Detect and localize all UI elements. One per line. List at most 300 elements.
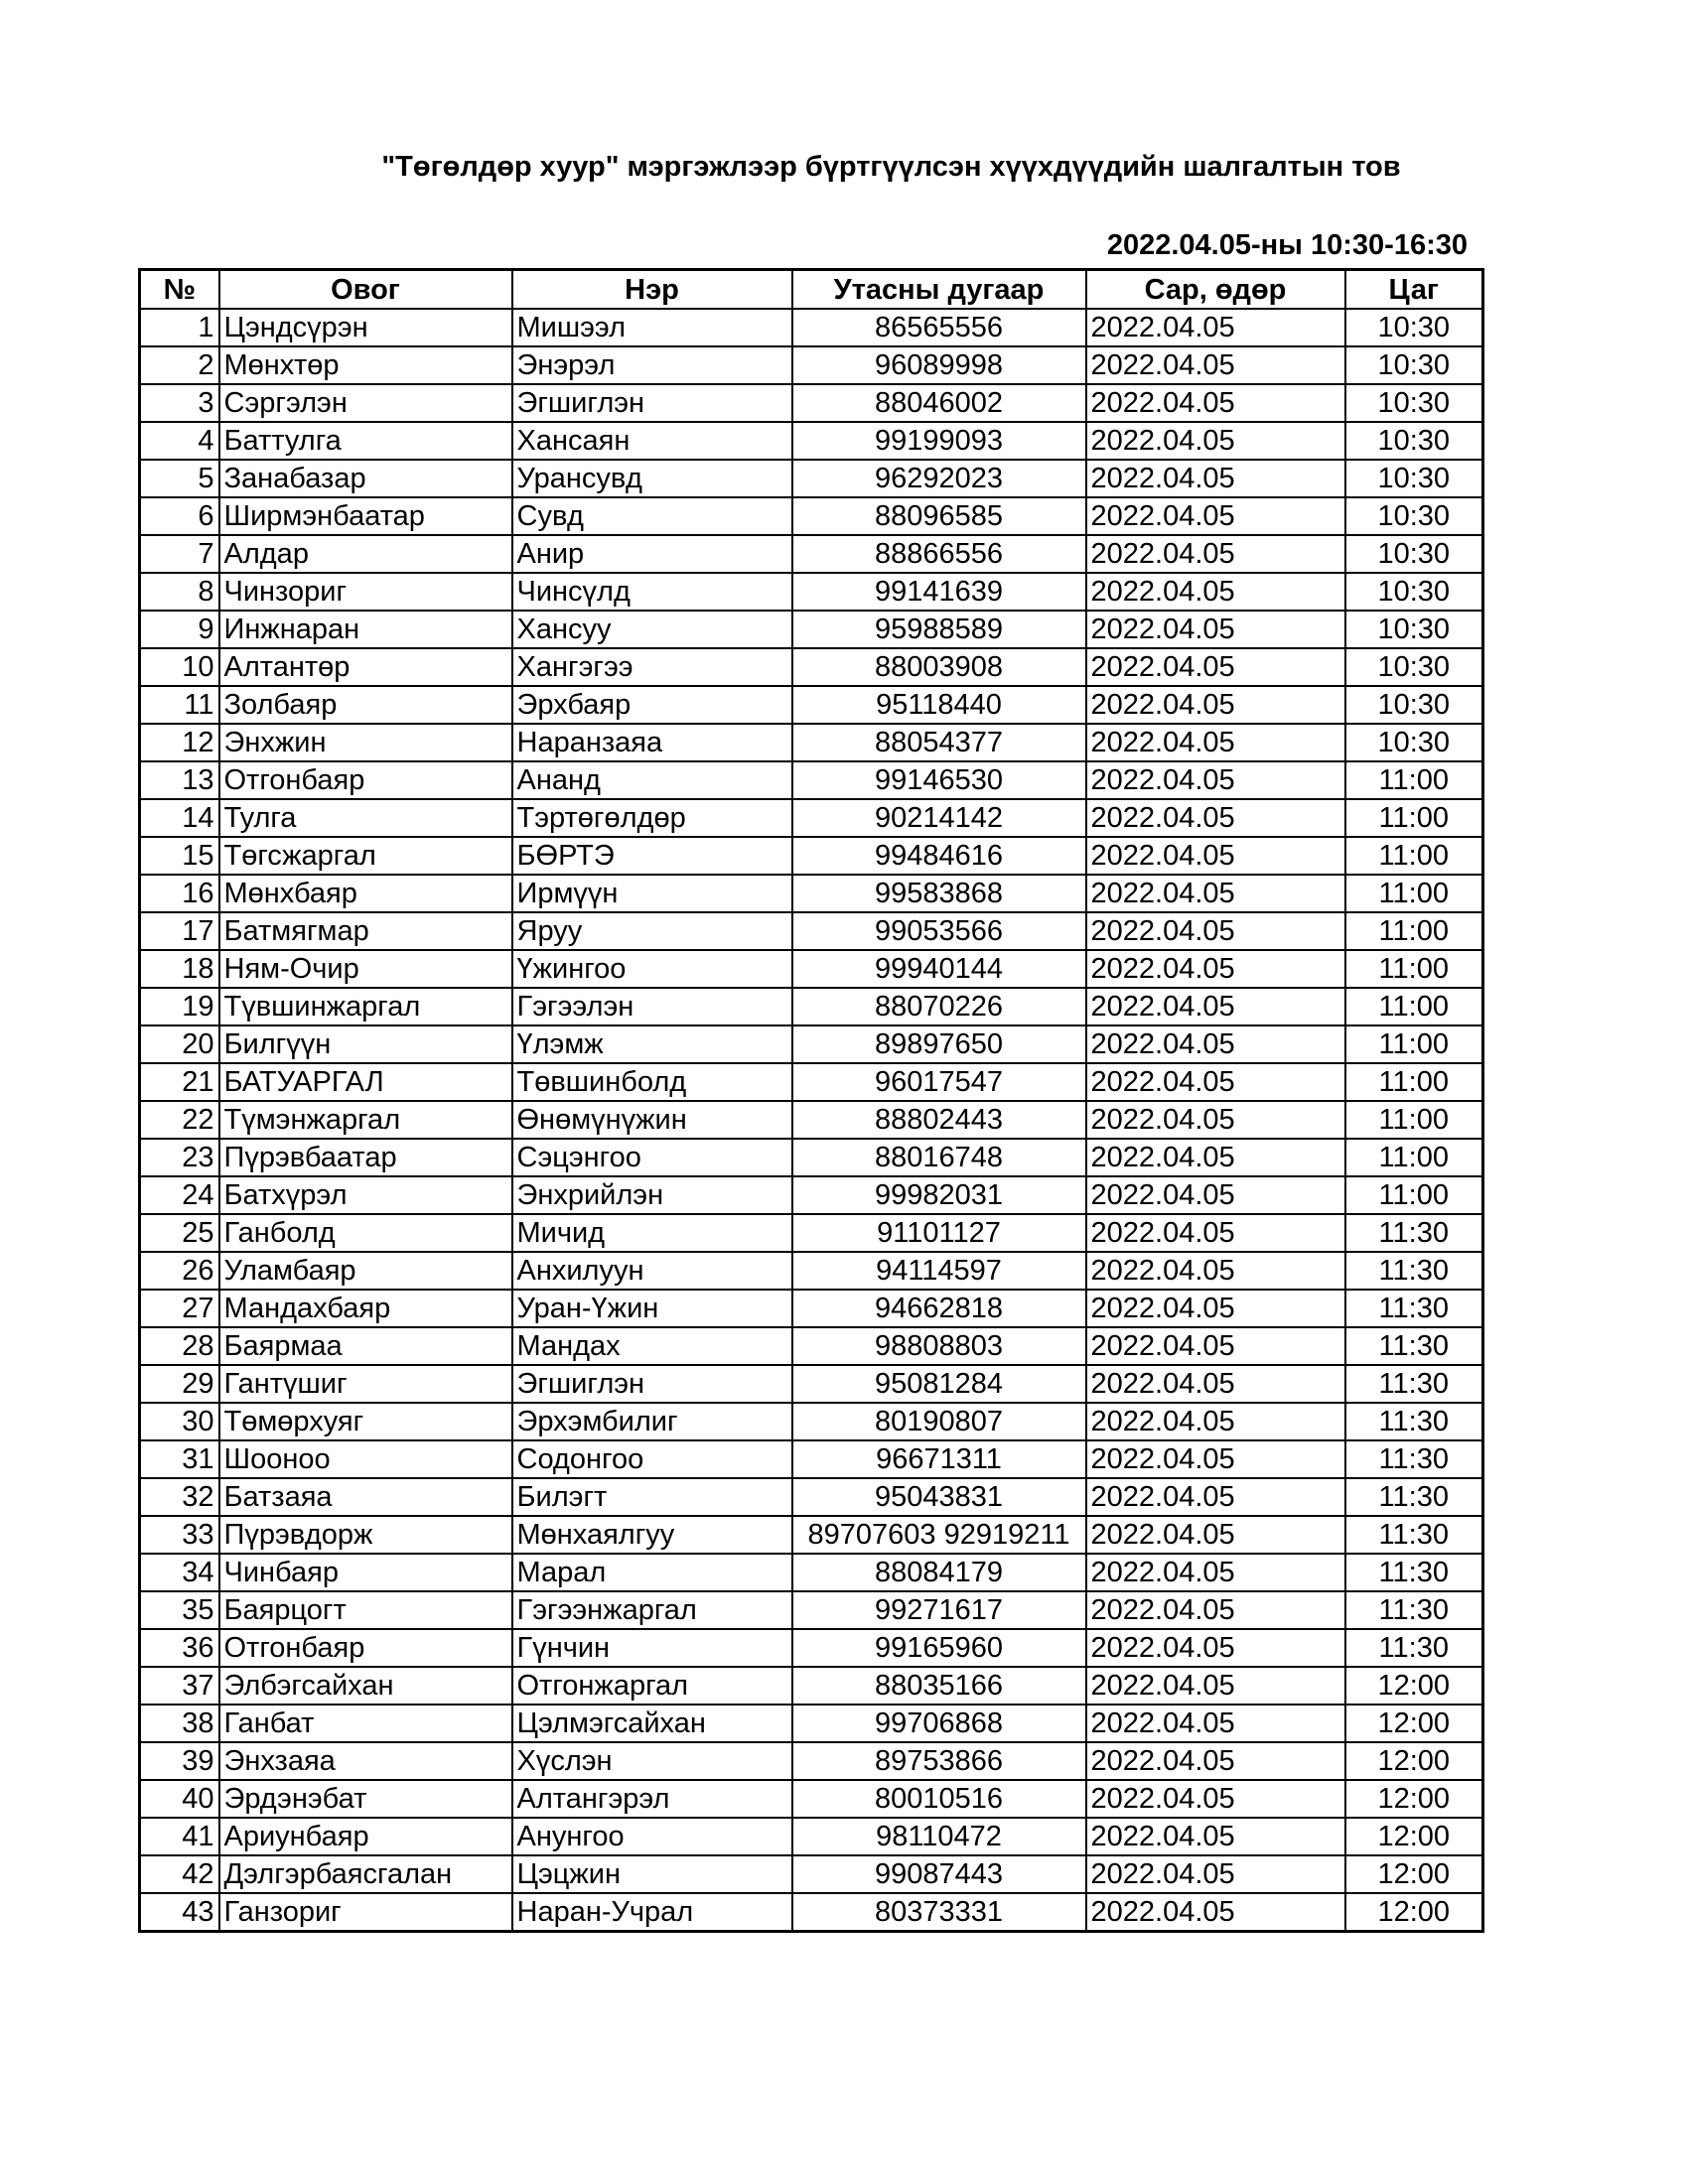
table-row <box>140 1818 1483 1855</box>
date-cell: 2022.04.05 <box>1086 875 1345 912</box>
name-cell: Өнөмүнүжин <box>512 1101 792 1139</box>
surname-cell: Занабазар <box>219 460 512 497</box>
row-number-cell: 38 <box>140 1705 219 1742</box>
table-row <box>140 1780 1483 1818</box>
table-row <box>140 309 1483 346</box>
name-cell: Наранзаяа <box>512 724 792 761</box>
phone-cell: 88802443 <box>792 1101 1086 1139</box>
table-row <box>140 1403 1483 1440</box>
name-cell: Хансаян <box>512 422 792 460</box>
surname-cell: Ганбат <box>219 1705 512 1742</box>
time-cell: 11:00 <box>1345 950 1483 988</box>
time-cell: 10:30 <box>1345 346 1483 384</box>
surname-cell: Пүрэвбаатар <box>219 1139 512 1176</box>
name-cell: Билэгт <box>512 1478 792 1516</box>
table-row <box>140 460 1483 497</box>
surname-cell: Тулга <box>219 799 512 837</box>
row-number-cell: 43 <box>140 1893 219 1932</box>
phone-cell: 95043831 <box>792 1478 1086 1516</box>
table-row <box>140 1327 1483 1365</box>
phone-cell: 88003908 <box>792 648 1086 686</box>
surname-cell: Батхүрэл <box>219 1176 512 1214</box>
table-row <box>140 724 1483 761</box>
surname-cell: Дэлгэрбаясгалан <box>219 1855 512 1893</box>
row-number-cell: 37 <box>140 1667 219 1705</box>
date-cell: 2022.04.05 <box>1086 950 1345 988</box>
table-row <box>140 1554 1483 1591</box>
time-cell: 12:00 <box>1345 1818 1483 1855</box>
table-row <box>140 1591 1483 1629</box>
table-row <box>140 686 1483 724</box>
date-cell: 2022.04.05 <box>1086 761 1345 799</box>
date-cell: 2022.04.05 <box>1086 1101 1345 1139</box>
table-row <box>140 1063 1483 1101</box>
name-cell: Мишээл <box>512 309 792 346</box>
time-cell: 11:30 <box>1345 1403 1483 1440</box>
row-number-cell: 20 <box>140 1025 219 1063</box>
surname-cell: Мандахбаяр <box>219 1290 512 1327</box>
phone-cell: 80010516 <box>792 1780 1086 1818</box>
date-cell: 2022.04.05 <box>1086 1063 1345 1101</box>
time-cell: 11:30 <box>1345 1290 1483 1327</box>
name-cell: Сувд <box>512 497 792 535</box>
surname-cell: Ширмэнбаатар <box>219 497 512 535</box>
name-cell: Ананд <box>512 761 792 799</box>
table-row <box>140 1365 1483 1403</box>
row-number-cell: 22 <box>140 1101 219 1139</box>
surname-cell: Чинбаяр <box>219 1554 512 1591</box>
surname-cell: Уламбаяр <box>219 1252 512 1290</box>
row-number-cell: 17 <box>140 912 219 950</box>
date-cell: 2022.04.05 <box>1086 1629 1345 1667</box>
name-cell: Анир <box>512 535 792 573</box>
row-number-cell: 9 <box>140 611 219 648</box>
row-number-cell: 4 <box>140 422 219 460</box>
surname-cell: Эрдэнэбат <box>219 1780 512 1818</box>
phone-cell: 96089998 <box>792 346 1086 384</box>
date-cell: 2022.04.05 <box>1086 1855 1345 1893</box>
name-cell: Хангэгээ <box>512 648 792 686</box>
time-cell: 12:00 <box>1345 1742 1483 1780</box>
table-row <box>140 1025 1483 1063</box>
row-number-cell: 2 <box>140 346 219 384</box>
name-cell: Сэцэнгоо <box>512 1139 792 1176</box>
date-cell: 2022.04.05 <box>1086 912 1345 950</box>
schedule-date-line: 2022.04.05-ны 10:30-16:30 <box>1106 229 1468 261</box>
time-cell: 11:30 <box>1345 1629 1483 1667</box>
time-cell: 11:00 <box>1345 988 1483 1025</box>
row-number-cell: 19 <box>140 988 219 1025</box>
phone-cell: 96292023 <box>792 460 1086 497</box>
name-cell: Үжингоо <box>512 950 792 988</box>
phone-cell: 89753866 <box>792 1742 1086 1780</box>
name-cell: Хүслэн <box>512 1742 792 1780</box>
table-row <box>140 1440 1483 1478</box>
name-cell: Алтангэрэл <box>512 1780 792 1818</box>
name-cell: Эгшиглэн <box>512 1365 792 1403</box>
header-date: Сар, өдөр <box>1086 270 1345 310</box>
table-row <box>140 648 1483 686</box>
time-cell: 12:00 <box>1345 1705 1483 1742</box>
phone-cell: 88016748 <box>792 1139 1086 1176</box>
surname-cell: Отгонбаяр <box>219 1629 512 1667</box>
surname-cell: Баттулга <box>219 422 512 460</box>
date-cell: 2022.04.05 <box>1086 1554 1345 1591</box>
table-row <box>140 875 1483 912</box>
name-cell: Эгшиглэн <box>512 384 792 422</box>
phone-cell: 95118440 <box>792 686 1086 724</box>
surname-cell: Төмөрхуяг <box>219 1403 512 1440</box>
phone-cell: 98808803 <box>792 1327 1086 1365</box>
surname-cell: Инжнаран <box>219 611 512 648</box>
table-row <box>140 1176 1483 1214</box>
table-row <box>140 422 1483 460</box>
row-number-cell: 39 <box>140 1742 219 1780</box>
surname-cell: Алдар <box>219 535 512 573</box>
phone-cell: 99165960 <box>792 1629 1086 1667</box>
table-row <box>140 1101 1483 1139</box>
exam-schedule-table <box>138 268 1484 1933</box>
row-number-cell: 12 <box>140 724 219 761</box>
time-cell: 10:30 <box>1345 573 1483 611</box>
time-cell: 11:00 <box>1345 1139 1483 1176</box>
name-cell: Наран-Учрал <box>512 1893 792 1932</box>
row-number-cell: 24 <box>140 1176 219 1214</box>
phone-cell: 96017547 <box>792 1063 1086 1101</box>
time-cell: 11:30 <box>1345 1214 1483 1252</box>
phone-cell: 94662818 <box>792 1290 1086 1327</box>
date-cell: 2022.04.05 <box>1086 1780 1345 1818</box>
row-number-cell: 33 <box>140 1516 219 1554</box>
date-cell: 2022.04.05 <box>1086 1290 1345 1327</box>
row-number-cell: 6 <box>140 497 219 535</box>
phone-cell: 89897650 <box>792 1025 1086 1063</box>
surname-cell: Золбаяр <box>219 686 512 724</box>
surname-cell: Мөнхтөр <box>219 346 512 384</box>
date-cell: 2022.04.05 <box>1086 573 1345 611</box>
table-row <box>140 912 1483 950</box>
time-cell: 11:00 <box>1345 1025 1483 1063</box>
phone-cell: 99940144 <box>792 950 1086 988</box>
time-cell: 10:30 <box>1345 384 1483 422</box>
phone-cell: 99484616 <box>792 837 1086 875</box>
phone-cell: 95081284 <box>792 1365 1086 1403</box>
time-cell: 12:00 <box>1345 1667 1483 1705</box>
time-cell: 11:00 <box>1345 1101 1483 1139</box>
table-row <box>140 1290 1483 1327</box>
time-cell: 10:30 <box>1345 535 1483 573</box>
row-number-cell: 31 <box>140 1440 219 1478</box>
phone-cell: 88046002 <box>792 384 1086 422</box>
date-cell: 2022.04.05 <box>1086 1176 1345 1214</box>
date-cell: 2022.04.05 <box>1086 611 1345 648</box>
name-cell: Хансуу <box>512 611 792 648</box>
table-row <box>140 573 1483 611</box>
surname-cell: Батзаяа <box>219 1478 512 1516</box>
time-cell: 10:30 <box>1345 648 1483 686</box>
header-time: Цаг <box>1345 270 1483 310</box>
phone-cell: 99271617 <box>792 1591 1086 1629</box>
name-cell: Энхрийлэн <box>512 1176 792 1214</box>
header-number: № <box>140 270 219 310</box>
time-cell: 11:30 <box>1345 1252 1483 1290</box>
time-cell: 11:30 <box>1345 1440 1483 1478</box>
table-row <box>140 1705 1483 1742</box>
phone-cell: 88866556 <box>792 535 1086 573</box>
table-row <box>140 1478 1483 1516</box>
phone-cell: 88070226 <box>792 988 1086 1025</box>
surname-cell: Элбэгсайхан <box>219 1667 512 1705</box>
row-number-cell: 25 <box>140 1214 219 1252</box>
row-number-cell: 29 <box>140 1365 219 1403</box>
phone-cell: 94114597 <box>792 1252 1086 1290</box>
name-cell: Энэрэл <box>512 346 792 384</box>
row-number-cell: 7 <box>140 535 219 573</box>
time-cell: 10:30 <box>1345 309 1483 346</box>
surname-cell: Түвшинжаргал <box>219 988 512 1025</box>
time-cell: 11:00 <box>1345 1176 1483 1214</box>
date-cell: 2022.04.05 <box>1086 1365 1345 1403</box>
date-cell: 2022.04.05 <box>1086 724 1345 761</box>
date-cell: 2022.04.05 <box>1086 1440 1345 1478</box>
row-number-cell: 35 <box>140 1591 219 1629</box>
phone-cell: 88054377 <box>792 724 1086 761</box>
name-cell: Гэгээлэн <box>512 988 792 1025</box>
row-number-cell: 18 <box>140 950 219 988</box>
row-number-cell: 15 <box>140 837 219 875</box>
table-row <box>140 1516 1483 1554</box>
surname-cell: Энхзаяа <box>219 1742 512 1780</box>
name-cell: Анхилуун <box>512 1252 792 1290</box>
date-cell: 2022.04.05 <box>1086 1403 1345 1440</box>
time-cell: 11:30 <box>1345 1365 1483 1403</box>
date-cell: 2022.04.05 <box>1086 460 1345 497</box>
name-cell: Анунгоо <box>512 1818 792 1855</box>
phone-cell: 99053566 <box>792 912 1086 950</box>
table-row <box>140 497 1483 535</box>
date-cell: 2022.04.05 <box>1086 535 1345 573</box>
row-number-cell: 34 <box>140 1554 219 1591</box>
date-cell: 2022.04.05 <box>1086 1742 1345 1780</box>
time-cell: 11:30 <box>1345 1591 1483 1629</box>
table-row <box>140 1893 1483 1932</box>
surname-cell: Цэндсүрэн <box>219 309 512 346</box>
row-number-cell: 41 <box>140 1818 219 1855</box>
time-cell: 11:00 <box>1345 761 1483 799</box>
row-number-cell: 27 <box>140 1290 219 1327</box>
surname-cell: Баярцогт <box>219 1591 512 1629</box>
date-cell: 2022.04.05 <box>1086 1893 1345 1932</box>
name-cell: Төвшинболд <box>512 1063 792 1101</box>
row-number-cell: 23 <box>140 1139 219 1176</box>
date-cell: 2022.04.05 <box>1086 1705 1345 1742</box>
time-cell: 12:00 <box>1345 1893 1483 1932</box>
date-cell: 2022.04.05 <box>1086 1139 1345 1176</box>
name-cell: Отгонжаргал <box>512 1667 792 1705</box>
surname-cell: Энхжин <box>219 724 512 761</box>
phone-cell: 99583868 <box>792 875 1086 912</box>
name-cell: Эрхбаяр <box>512 686 792 724</box>
phone-cell: 89707603 92919211 <box>792 1516 1086 1554</box>
surname-cell: Ариунбаяр <box>219 1818 512 1855</box>
date-cell: 2022.04.05 <box>1086 1818 1345 1855</box>
surname-cell: Чинзориг <box>219 573 512 611</box>
row-number-cell: 11 <box>140 686 219 724</box>
row-number-cell: 40 <box>140 1780 219 1818</box>
row-number-cell: 36 <box>140 1629 219 1667</box>
row-number-cell: 14 <box>140 799 219 837</box>
row-number-cell: 8 <box>140 573 219 611</box>
surname-cell: Ганзориг <box>219 1893 512 1932</box>
table-row <box>140 837 1483 875</box>
surname-cell: Түмэнжаргал <box>219 1101 512 1139</box>
row-number-cell: 28 <box>140 1327 219 1365</box>
date-cell: 2022.04.05 <box>1086 1252 1345 1290</box>
phone-cell: 86565556 <box>792 309 1086 346</box>
name-cell: Гэгээнжаргал <box>512 1591 792 1629</box>
table-row <box>140 535 1483 573</box>
row-number-cell: 42 <box>140 1855 219 1893</box>
time-cell: 10:30 <box>1345 422 1483 460</box>
time-cell: 11:30 <box>1345 1554 1483 1591</box>
table-row <box>140 799 1483 837</box>
name-cell: Тэртөгөлдөр <box>512 799 792 837</box>
phone-cell: 95988589 <box>792 611 1086 648</box>
time-cell: 10:30 <box>1345 724 1483 761</box>
header-surname: Овог <box>219 270 512 310</box>
table-row <box>140 1667 1483 1705</box>
row-number-cell: 30 <box>140 1403 219 1440</box>
phone-cell: 99141639 <box>792 573 1086 611</box>
row-number-cell: 21 <box>140 1063 219 1101</box>
surname-cell: Баярмаа <box>219 1327 512 1365</box>
name-cell: БӨРТЭ <box>512 837 792 875</box>
phone-cell: 98110472 <box>792 1818 1086 1855</box>
name-cell: Цэлмэгсайхан <box>512 1705 792 1742</box>
table-row <box>140 761 1483 799</box>
phone-cell: 96671311 <box>792 1440 1086 1478</box>
table-row <box>140 384 1483 422</box>
name-cell: Марал <box>512 1554 792 1591</box>
name-cell: Урансувд <box>512 460 792 497</box>
time-cell: 10:30 <box>1345 460 1483 497</box>
name-cell: Эрхэмбилиг <box>512 1403 792 1440</box>
date-cell: 2022.04.05 <box>1086 1478 1345 1516</box>
surname-cell: Батмягмар <box>219 912 512 950</box>
time-cell: 11:30 <box>1345 1516 1483 1554</box>
table-row <box>140 950 1483 988</box>
phone-cell: 80373331 <box>792 1893 1086 1932</box>
phone-cell: 99146530 <box>792 761 1086 799</box>
surname-cell: Пүрэвдорж <box>219 1516 512 1554</box>
row-number-cell: 16 <box>140 875 219 912</box>
time-cell: 11:00 <box>1345 1063 1483 1101</box>
row-number-cell: 3 <box>140 384 219 422</box>
name-cell: Чинсүлд <box>512 573 792 611</box>
time-cell: 11:30 <box>1345 1327 1483 1365</box>
name-cell: Гүнчин <box>512 1629 792 1667</box>
date-cell: 2022.04.05 <box>1086 1327 1345 1365</box>
time-cell: 10:30 <box>1345 686 1483 724</box>
phone-cell: 88096585 <box>792 497 1086 535</box>
time-cell: 11:00 <box>1345 912 1483 950</box>
name-cell: Цэцжин <box>512 1855 792 1893</box>
surname-cell: БАТУАРГАЛ <box>219 1063 512 1101</box>
time-cell: 10:30 <box>1345 497 1483 535</box>
date-cell: 2022.04.05 <box>1086 1025 1345 1063</box>
date-cell: 2022.04.05 <box>1086 346 1345 384</box>
surname-cell: Гантүшиг <box>219 1365 512 1403</box>
date-cell: 2022.04.05 <box>1086 1591 1345 1629</box>
name-cell: Мөнхаялгуу <box>512 1516 792 1554</box>
phone-cell: 90214142 <box>792 799 1086 837</box>
date-cell: 2022.04.05 <box>1086 1667 1345 1705</box>
time-cell: 10:30 <box>1345 611 1483 648</box>
phone-cell: 91101127 <box>792 1214 1086 1252</box>
date-cell: 2022.04.05 <box>1086 1214 1345 1252</box>
row-number-cell: 5 <box>140 460 219 497</box>
phone-cell: 99087443 <box>792 1855 1086 1893</box>
date-cell: 2022.04.05 <box>1086 988 1345 1025</box>
time-cell: 12:00 <box>1345 1780 1483 1818</box>
surname-cell: Алтантөр <box>219 648 512 686</box>
date-cell: 2022.04.05 <box>1086 384 1345 422</box>
table-row <box>140 1629 1483 1667</box>
name-cell: Содонгоо <box>512 1440 792 1478</box>
header-phone: Утасны дугаар <box>792 270 1086 310</box>
date-cell: 2022.04.05 <box>1086 648 1345 686</box>
time-cell: 11:00 <box>1345 875 1483 912</box>
surname-cell: Төгсжаргал <box>219 837 512 875</box>
table-row <box>140 346 1483 384</box>
surname-cell: Мөнхбаяр <box>219 875 512 912</box>
phone-cell: 99706868 <box>792 1705 1086 1742</box>
phone-cell: 88084179 <box>792 1554 1086 1591</box>
time-cell: 11:00 <box>1345 799 1483 837</box>
time-cell: 11:30 <box>1345 1478 1483 1516</box>
row-number-cell: 13 <box>140 761 219 799</box>
phone-cell: 88035166 <box>792 1667 1086 1705</box>
time-cell: 11:00 <box>1345 837 1483 875</box>
surname-cell: Ганболд <box>219 1214 512 1252</box>
date-cell: 2022.04.05 <box>1086 686 1345 724</box>
name-cell: Үлэмж <box>512 1025 792 1063</box>
name-cell: Уран-Үжин <box>512 1290 792 1327</box>
surname-cell: Сэргэлэн <box>219 384 512 422</box>
date-cell: 2022.04.05 <box>1086 837 1345 875</box>
table-row <box>140 1855 1483 1893</box>
table-row <box>140 1252 1483 1290</box>
phone-cell: 80190807 <box>792 1403 1086 1440</box>
surname-cell: Билгүүн <box>219 1025 512 1063</box>
header-name: Нэр <box>512 270 792 310</box>
phone-cell: 99199093 <box>792 422 1086 460</box>
document-title: "Төгөлдөр хуур" мэргэжлээр бүртгүүлсэн хүүхдүүдийн шалгалтын тов <box>381 151 1401 183</box>
surname-cell: Ням-Очир <box>219 950 512 988</box>
surname-cell: Шооноо <box>219 1440 512 1478</box>
table-row <box>140 988 1483 1025</box>
date-cell: 2022.04.05 <box>1086 309 1345 346</box>
name-cell: Мичид <box>512 1214 792 1252</box>
time-cell: 12:00 <box>1345 1855 1483 1893</box>
date-cell: 2022.04.05 <box>1086 497 1345 535</box>
row-number-cell: 26 <box>140 1252 219 1290</box>
name-cell: Яруу <box>512 912 792 950</box>
surname-cell: Отгонбаяр <box>219 761 512 799</box>
table-row <box>140 1214 1483 1252</box>
row-number-cell: 1 <box>140 309 219 346</box>
row-number-cell: 10 <box>140 648 219 686</box>
